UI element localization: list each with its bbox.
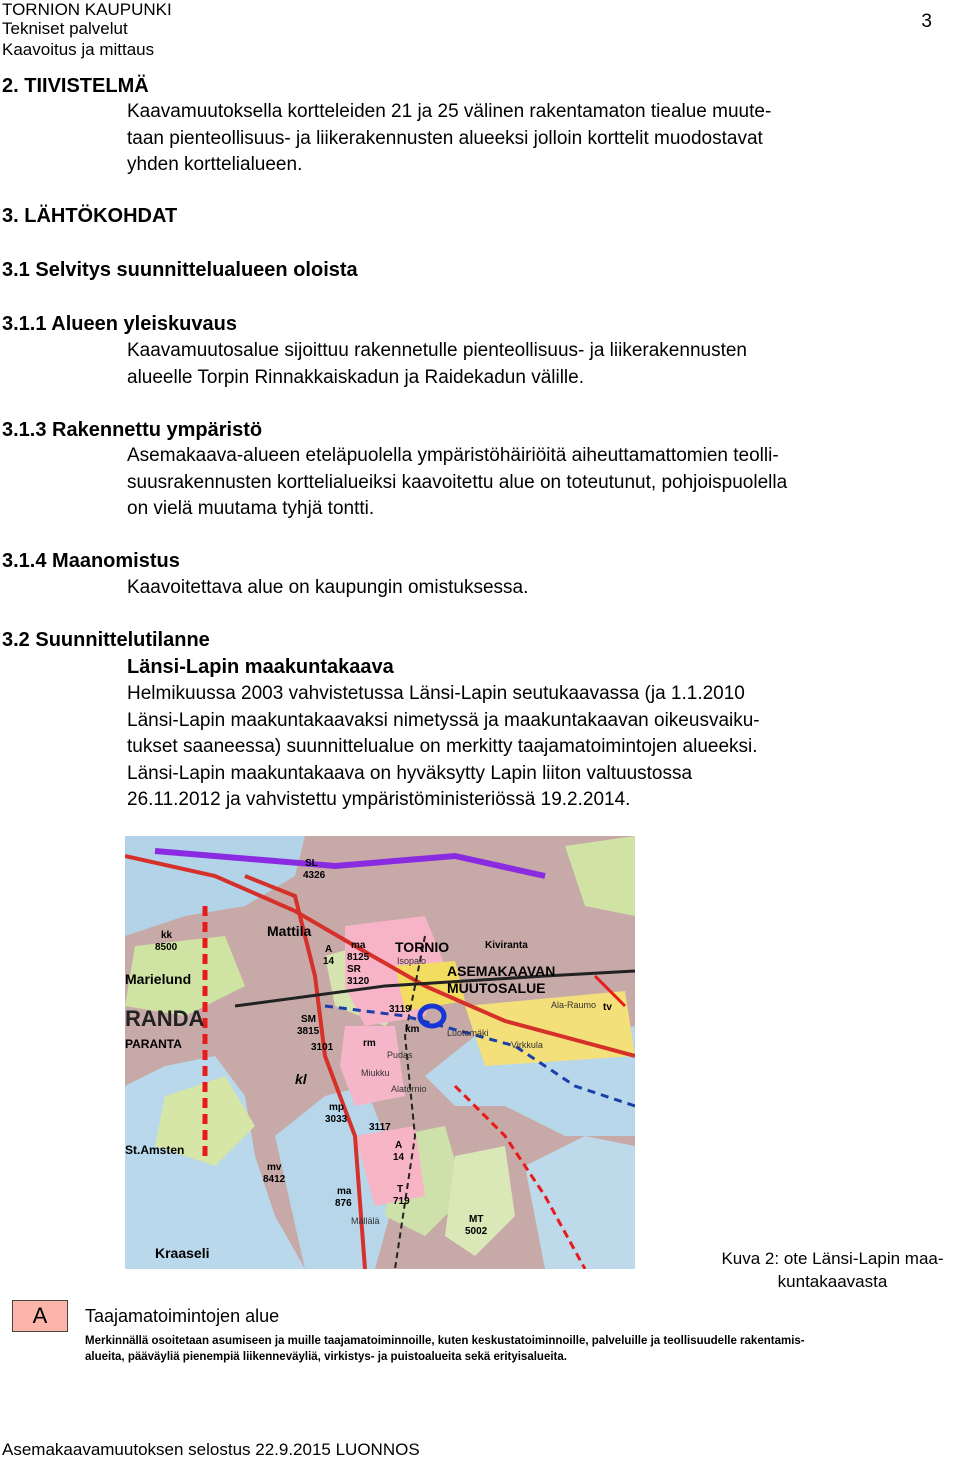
map-label: MUUTOSALUE [447, 980, 546, 996]
section-3-2-body [127, 681, 927, 814]
map-label: 14 [393, 1152, 405, 1163]
figure-caption [705, 1247, 960, 1293]
header-org: TORNION KAUPUNKI [2, 0, 172, 19]
map-label: SL [305, 858, 318, 869]
text-line: Länsi-Lapin maakuntakaavaksi nimetyssä ja maakuntakaavan oikeusvaiku- [127, 709, 760, 731]
map-label: PARANTA [125, 1037, 182, 1051]
legend-symbol: A [12, 1300, 68, 1332]
map-label: rm [363, 1038, 376, 1049]
section-3-1-3-body [127, 443, 927, 523]
map-label: 8125 [347, 952, 370, 963]
map-label: Kiviranta [485, 940, 528, 951]
map-label: 719 [393, 1196, 410, 1207]
header-dept: Tekniset palvelut [2, 19, 128, 38]
map-label: ASEMAKAAVAN [447, 963, 556, 979]
map-label: 3117 [369, 1122, 391, 1133]
map-label: 5002 [465, 1226, 488, 1237]
map-label: Marielund [125, 971, 192, 987]
map-label: Pudas [387, 1050, 413, 1060]
map-label: ma [337, 1186, 352, 1197]
caption-line: Kuva 2: ote Länsi-Lapin maa- [721, 1249, 944, 1268]
map-label: Miukku [361, 1068, 390, 1078]
map-label: Mällälä [351, 1216, 380, 1226]
map-label: Alatornio [391, 1084, 427, 1094]
map-label: 8500 [155, 942, 178, 953]
section-3-1-title: 3.1 Selvitys suunnittelualueen oloista [2, 259, 358, 281]
map-label: ma [351, 940, 366, 951]
caption-line: kuntakaavasta [777, 1272, 888, 1291]
map-label: Virkkula [511, 1040, 543, 1050]
map-label: 3120 [347, 976, 370, 987]
map-label: 8412 [263, 1174, 286, 1185]
map-label: km [405, 1024, 420, 1035]
section-2-body [127, 99, 927, 179]
text-line: tukset saaneessa) suunnittelualue on merkitty taajamatoimintojen alueeksi. [127, 736, 758, 757]
text-line: Helmikuussa 2003 vahvistetussa Länsi-Lapin seutukaavassa (ja 1.1.2010 [127, 683, 745, 704]
map-label: A [395, 1140, 403, 1151]
legend-description [85, 1333, 905, 1365]
section-3-1-4-body [127, 575, 927, 602]
map-label: RANDA [125, 1006, 205, 1031]
map-label: Ala-Raumo [551, 1000, 597, 1010]
map-label: 14 [323, 956, 335, 967]
header-unit: Kaavoitus ja mittaus [2, 40, 155, 59]
map-label: mp [329, 1102, 344, 1113]
map-label: tv [603, 1002, 612, 1013]
legend-title: Taajamatoimintojen alue [85, 1306, 280, 1326]
map-label: kk [161, 930, 173, 941]
text-line: Kaavoitettava alue on kaupungin omistuksessa. [127, 577, 529, 598]
legend-line: Merkinnällä osoitetaan asumiseen ja muille taajamatoiminnoille, kuten keskustatoiminnoille, palveluille ja teollisuudelle rakentamis- [85, 1335, 805, 1347]
text-line: suusrakennusten korttelialueiksi kaavoitettu alue on toteutunut, pohjoispuolella [127, 471, 788, 493]
regional-plan-map [125, 836, 635, 1269]
map-label: A [325, 944, 333, 955]
text-line: Kaavamuutosalue sijoittuu rakennetulle pienteollisuus- ja liikerakennusten [127, 340, 747, 361]
text-line: Asemakaava-alueen eteläpuolella ympäristöhäiriöitä aiheuttamattomien teolli- [127, 445, 779, 466]
map-label: Mattila [267, 923, 312, 939]
map-label: 876 [335, 1198, 352, 1209]
map-label: mv [267, 1162, 282, 1173]
text-line: on vielä muutama tyhjä tontti. [127, 498, 375, 519]
map-label: 3101 [311, 1042, 334, 1053]
map-label: Isopalo [397, 956, 427, 966]
map-label: kl [295, 1071, 307, 1087]
text-line: 26.11.2012 ja vahvistettu ympäristöministeriössä 19.2.2014. [127, 789, 631, 810]
map-label: MT [469, 1214, 484, 1225]
map-label: 4326 [303, 870, 326, 881]
section-3-1-3-title: 3.1.3 Rakennettu ympäristö [2, 419, 263, 441]
section-3-1-4-title: 3.1.4 Maanomistus [2, 550, 180, 572]
legend-line: alueita, pääväyliä pienempiä liikenneväyliä, virkistys- ja puistoalueita sekä erityisalueita. [85, 1351, 567, 1363]
section-3-1-1-title: 3.1.1 Alueen yleiskuvaus [2, 313, 237, 335]
section-3-2-title: 3.2 Suunnittelutilanne [2, 629, 210, 651]
page-number: 3 [921, 11, 932, 32]
text-line: yhden korttelialueen. [127, 154, 303, 175]
map-label: Luotomäki [447, 1028, 489, 1038]
map-label: SM [301, 1014, 316, 1025]
section-3-title: 3. LÄHTÖKOHDAT [2, 205, 178, 227]
map-label: TORNIO [395, 939, 450, 955]
section-2-title: 2. TIIVISTELMÄ [2, 75, 149, 97]
map-label: T [397, 1184, 404, 1195]
section-3-2-subtitle: Länsi-Lapin maakuntakaava [127, 656, 394, 678]
footer-text: Asemakaavamuutoksen selostus 22.9.2015 LUONNOS [2, 1440, 420, 1459]
text-line: Kaavamuutoksella kortteleiden 21 ja 25 välinen rakentamaton tiealue muute- [127, 101, 772, 122]
text-line: taan pienteollisuus- ja liikerakennusten alueeksi jolloin korttelit muodostavat [127, 127, 763, 149]
map-label: 3033 [325, 1114, 348, 1125]
map-label: SR [347, 964, 361, 975]
map-label: 3119 [389, 1004, 411, 1015]
text-line: alueelle Torpin Rinnakkaiskadun ja Raidekadun välille. [127, 366, 584, 388]
map-label: Kraaseli [155, 1245, 210, 1261]
map-label: St.Amsten [125, 1143, 185, 1157]
map-label: 3815 [297, 1026, 320, 1037]
section-3-1-1-body [127, 338, 927, 391]
text-line: Länsi-Lapin maakuntakaava on hyväksytty Lapin liiton valtuustossa [127, 762, 693, 784]
